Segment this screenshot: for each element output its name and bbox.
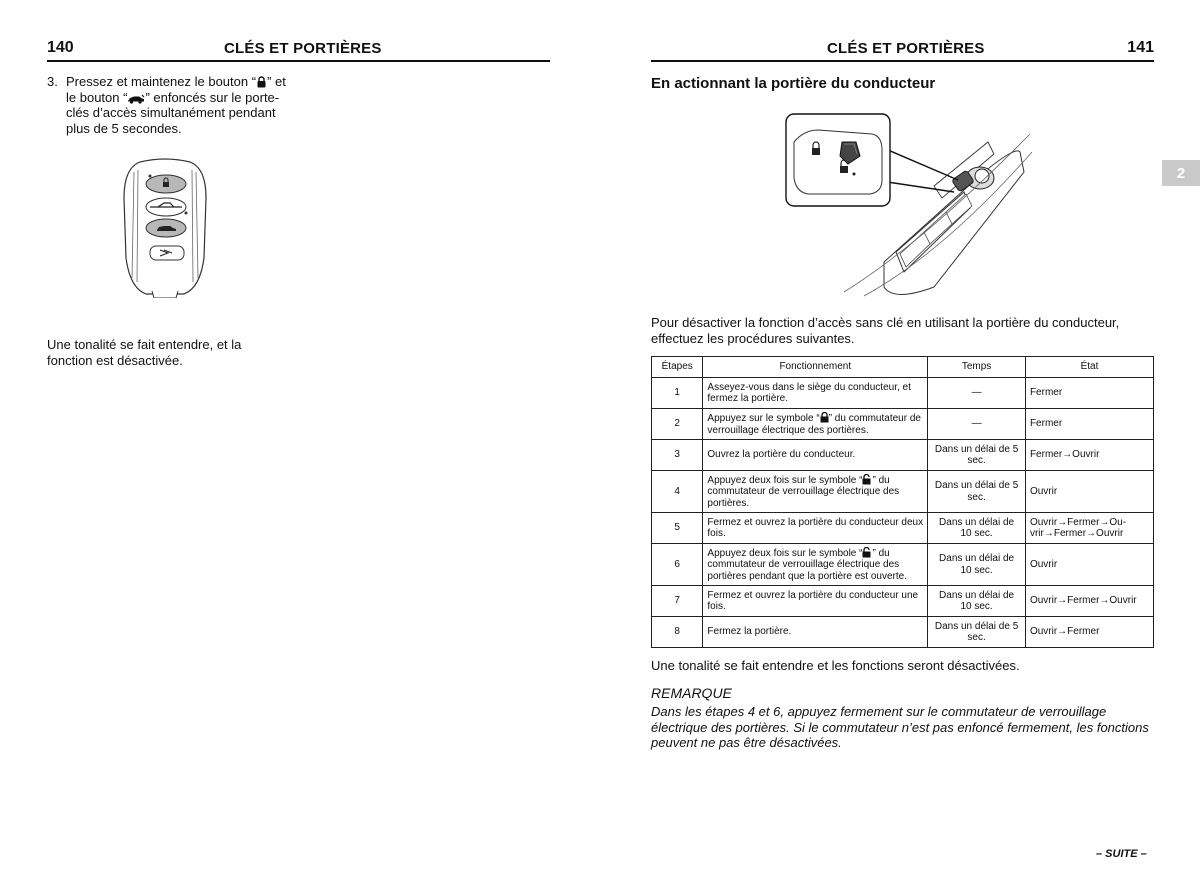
page-number-left: 140 [47, 39, 74, 56]
step-3-text-part3: ” enfoncés sur le porte-clés d’accès simultanément pendant plus de 5 secondes. [66, 89, 280, 136]
state-cell: Ouvrir [1025, 471, 1153, 513]
operation-text-b: ” du commutateur de verrouillage électrique des portières. [707, 413, 921, 436]
operation-cell [703, 409, 928, 440]
step-cell: 1 [652, 378, 703, 409]
time-cell: — [928, 378, 1026, 409]
door-lock-switch-illustration [784, 112, 1034, 297]
operation-cell: Asseyez-vous dans le siège du conducteur, et fermez la portière. [703, 378, 928, 409]
time-cell: — [928, 409, 1026, 440]
operation-cell: Fermez la portière. [703, 617, 928, 648]
lock-icon [256, 76, 267, 88]
time-cell: Dans un délai de 5 sec. [928, 617, 1026, 648]
remark-title: REMARQUE [651, 685, 732, 701]
table-row [652, 440, 1154, 471]
table-row [652, 544, 1154, 586]
table-row [652, 513, 1154, 544]
step-cell: 8 [652, 617, 703, 648]
step-3-text-part2: ” et le bouton “ [66, 74, 286, 105]
lock-icon [820, 412, 829, 423]
state-cell: Fermer [1025, 409, 1153, 440]
operation-text-b: ” du commutateur de verrouillage électrique des portières pendant que la portière est ouverte. [707, 547, 907, 582]
step-cell: 7 [652, 586, 703, 617]
right-page [600, 0, 1200, 896]
operation-cell [703, 471, 928, 513]
left-page [0, 0, 560, 896]
state-cell: Ouvrir [1025, 544, 1153, 586]
state-cell: Ouvrir→Fermer→Ou-vrir→Fermer→Ouvrir [1025, 513, 1153, 544]
operation-text-a: Appuyez sur le symbole “ [707, 413, 820, 424]
trunk-car-icon [127, 94, 145, 104]
page-header-left [47, 38, 550, 62]
continued-marker: – SUITE – [1096, 848, 1147, 860]
procedure-table [651, 356, 1154, 648]
table-row [652, 471, 1154, 513]
section-title: En actionnant la portière du conducteur [651, 75, 936, 92]
table-row [652, 586, 1154, 617]
time-cell: Dans un délai de 10 sec. [928, 544, 1026, 586]
table-header-row [652, 357, 1154, 378]
step-number: 3. [47, 74, 58, 89]
table-row [652, 617, 1154, 648]
state-cell: Fermer→Ouvrir [1025, 440, 1153, 471]
state-cell: Ouvrir→Fermer [1025, 617, 1153, 648]
operation-cell: Ouvrez la portière du conducteur. [703, 440, 928, 471]
tone-message-left: Une tonalité se fait entendre, et la fonction est désactivée. [47, 337, 242, 368]
step-cell: 6 [652, 544, 703, 586]
operation-text-a: Appuyez deux fois sur le symbole “ [707, 474, 863, 486]
state-cell: Fermer [1025, 378, 1153, 409]
intro-paragraph: Pour désactiver la fonction d’accès sans clé en utilisant la portière du conducteur, effectuez les procédures suivantes. [651, 315, 1120, 346]
step-cell: 4 [652, 471, 703, 513]
operation-cell [703, 544, 928, 586]
step-3-instruction [47, 74, 297, 136]
header-title-right: CLÉS ET PORTIÈRES [827, 40, 985, 57]
column-header-operation: Fonctionnement [703, 357, 928, 378]
operation-text-b: ” du commutateur de verrouillage électrique des portières. [707, 474, 900, 509]
key-fob-illustration [120, 158, 210, 298]
time-cell: Dans un délai de 5 sec. [928, 440, 1026, 471]
time-cell: Dans un délai de 10 sec. [928, 513, 1026, 544]
tone-message-right: Une tonalité se fait entendre et les fonctions seront désactivées. [651, 658, 1020, 673]
time-cell: Dans un délai de 10 sec. [928, 586, 1026, 617]
operation-cell: Fermez et ouvrez la portière du conducteur deux fois. [703, 513, 928, 544]
operation-cell: Fermez et ouvrez la portière du conducteur une fois. [703, 586, 928, 617]
step-3-text-part1: Pressez et maintenez le bouton “ [66, 74, 257, 89]
table-row [652, 378, 1154, 409]
column-header-state: État [1025, 357, 1153, 378]
step-cell: 2 [652, 409, 703, 440]
unlock-icon [862, 474, 872, 485]
header-title-left: CLÉS ET PORTIÈRES [224, 40, 382, 57]
step-cell: 3 [652, 440, 703, 471]
page-header-right [651, 38, 1154, 62]
column-header-time: Temps [928, 357, 1026, 378]
unlock-icon [862, 547, 872, 558]
column-header-steps: Étapes [652, 357, 703, 378]
operation-text-a: Appuyez deux fois sur le symbole “ [707, 547, 863, 559]
step-cell: 5 [652, 513, 703, 544]
state-cell: Ouvrir→Fermer→Ouvrir [1025, 586, 1153, 617]
page-number-right: 141 [1127, 39, 1154, 56]
table-row [652, 409, 1154, 440]
remark-body: Dans les étapes 4 et 6, appuyez fermement sur le commutateur de verrouillage électrique des portières. Si le commutateur n’est pas enfoncé fermement, les fonctions peuvent ne pas être désactivées. [651, 704, 1149, 750]
chapter-tab: 2 [1162, 160, 1200, 186]
time-cell: Dans un délai de 5 sec. [928, 471, 1026, 513]
